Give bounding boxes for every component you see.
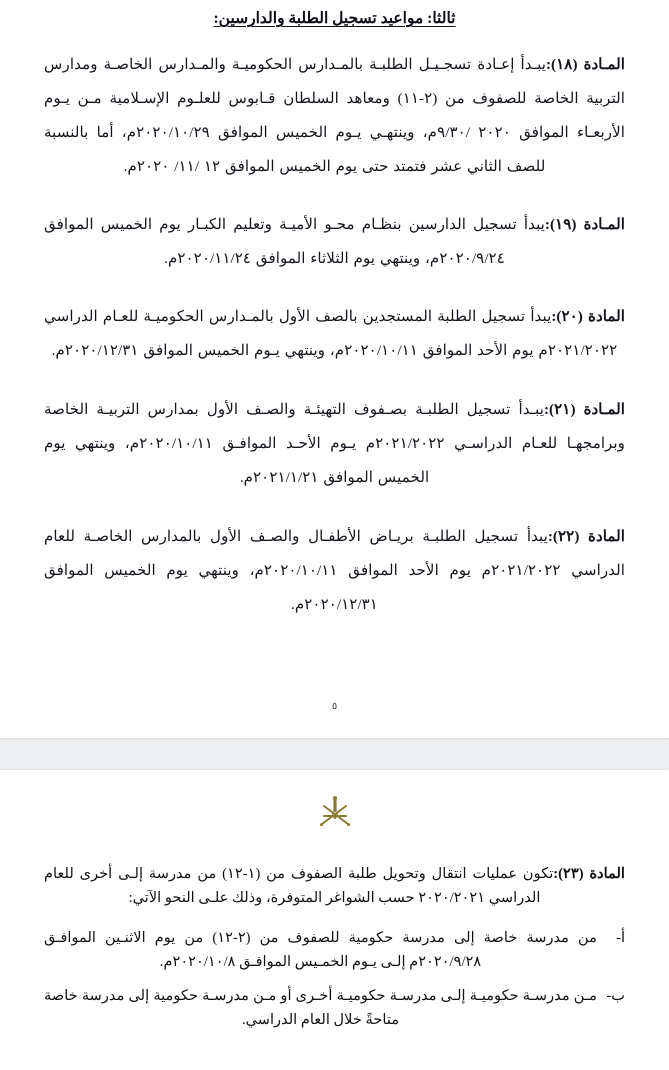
article-20-body: يبدأ تسجيل الطلبة المستجدين بالصف الأول بالمـدارس الحكوميـة للعـام الدراسي ٢٠٢١/٢٠٢٢م يوم الأحد الموافق ٢٠٢٠/١٠/١١م، وينتهي يـوم الخميس الموافق ٢٠٢٠/١٢/٣١م. — [44, 308, 618, 359]
article-19 — [44, 208, 625, 276]
article-23 — [44, 862, 625, 910]
page-number: ٥ — [331, 701, 338, 712]
article-21 — [44, 393, 625, 495]
list-item-a-text: من مدرسة خاصة إلى مدرسة حكومية للصفوف من (٢-١٢) من يوم الاثنـين الموافـق ٢٠٢٠/٩/٢٨م إلـى يـوم الخمـيس الموافـق ٢٠٢٠/١٠/٨م. — [44, 930, 597, 970]
list-item-b — [44, 984, 625, 1032]
list-item-a — [44, 926, 625, 974]
article-18-label: المـادة (١٨): — [545, 56, 625, 73]
article-20-label: المادة (٢٠): — [551, 308, 625, 325]
list-item-b-text: مـن مدرسـة حكوميـة إلـى مدرسـة حكوميـة أخـرى أو مـن مدرسـة حكومية إلى مدرسة خاصة متاحةً خلال العام الدراسي. — [44, 988, 597, 1028]
emblem-container — [44, 770, 625, 842]
article-21-label: المـادة (٢١): — [543, 401, 625, 418]
list-item-b-marker: ب- — [606, 988, 625, 1004]
article-22 — [44, 520, 625, 622]
article-22-label: المادة (٢٢): — [547, 528, 625, 545]
article-19-label: المـادة (١٩): — [544, 216, 626, 233]
article-23-label: المادة (٢٣): — [553, 866, 625, 882]
article-18-body: يبـدأ إعـادة تسجـيـل الطلبـة بالمـدارس الحكوميـة والمـدارس الخاصـة ومدارس التربية الخاصة للصفوف من (٢-١١) ومعاهد السلطان قـابوس للعلـوم الإسـلامية مـن يـوم الأربعـاء الموافق ٢٠٢٠ /٩/٣٠م، وينتهـي يـوم الخميس الموافق ٢٠٢٠/١٠/٢٩م، أما بالنسبة للصف الثاني عشر فتمتد حتى يوم الخميس الموافق ١٢ /١١/ ٢٠٢٠م. — [44, 56, 625, 175]
article-21-body: يبـدأ تسجيل الطلبـة بصـفوف التهيئـة والصـف الأول بمدارس التربيـة الخاصة وبرامجهـا للعـام الدراسـي ٢٠٢١/٢٠٢٢م يـوم الأحـد الموافـق ٢٠٢٠/١٠/١١م، وينتهي يوم الخميس الموافق ٢٠٢١/١/٢١م. — [44, 401, 625, 486]
article-19-body: يبدأ تسجيل الدارسين بنظـام محـو الأميـة وتعليم الكبـار يوم الخميس الموافق ٢٠٢٠/٩/٢٤م، وينتهي يوم الثلاثاء الموافق ٢٠٢٠/١١/٢٤م. — [44, 216, 545, 267]
article-22-body: يبدأ تسجيل الطلبـة بريـاض الأطفـال والصـف الأول بالمدارس الخاصـة للعام الدراسي ٢٠٢١/٢٠٢٢م يوم الأحد الموافق ٢٠٢٠/١٠/١١م، وينتهي يوم الخميس الموافق ٢٠٢٠/١٢/٣١م. — [44, 528, 625, 613]
article-23-item-list — [44, 926, 625, 1032]
oman-national-emblem-icon — [318, 794, 352, 834]
list-item-a-marker: أ- — [616, 930, 625, 946]
section-heading — [44, 0, 625, 30]
section-heading-text: ثالثا: مواعيد تسجيل الطلبة والدارسين: — [213, 10, 456, 27]
page-separator-gap — [0, 738, 669, 770]
article-23-body: تكون عمليات انتقال وتحويل طلبة الصفوف من (١-١٢) من مدرسة إلـى أخرى للعام الدراسي ٢٠٢٠/٢٠٢١ حسب الشواغر المتوفرة، وذلك علـى النحو الآتي: — [44, 866, 554, 906]
article-18 — [44, 48, 625, 184]
document-page-2 — [0, 770, 669, 1070]
article-20 — [44, 300, 625, 368]
